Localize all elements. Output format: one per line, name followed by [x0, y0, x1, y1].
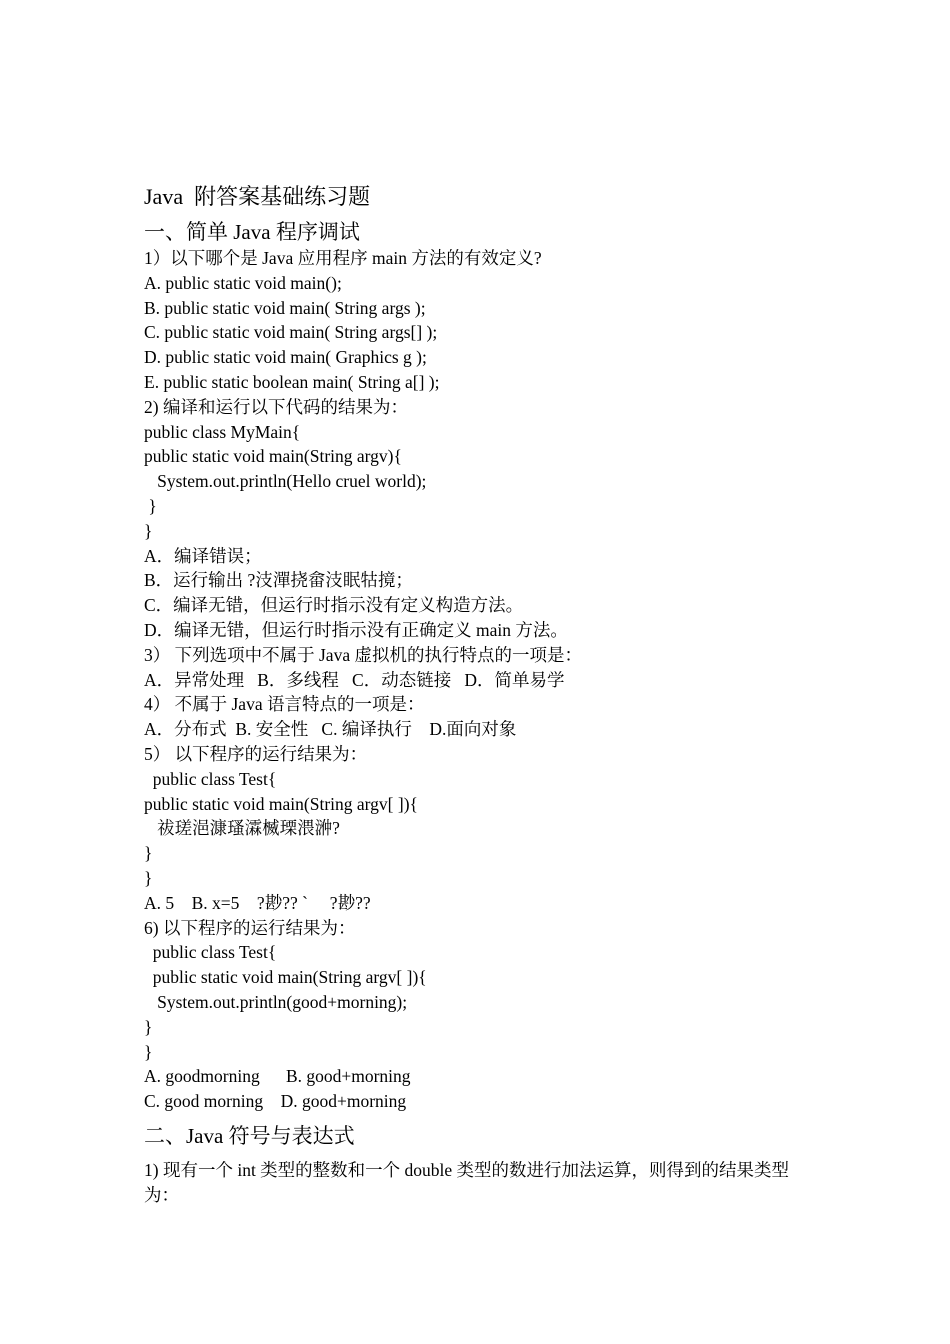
document-content [144, 180, 804, 1207]
text-line: A. 5 B. x=5 ?尠?? ` ?尠?? [144, 892, 371, 913]
text-line: A．异常处理 B．多线程 C．动态链接 D．简单易学 [144, 669, 565, 690]
text-line: System.out.println(Hello cruel world); [144, 471, 427, 492]
text-line: public static void main(String argv[ ]){ [144, 967, 427, 988]
section-2-paragraph: 1) 现有一个 int 类型的整数和一个 double 类型的数进行加法运算，则得到的结果类型为： [144, 1159, 790, 1205]
text-line: 3） 下列选项中不属于 Java 虚拟机的执行特点的一项是： [144, 644, 582, 665]
text-line: } [144, 843, 153, 864]
text-line: C. good morning D. good+morning [144, 1091, 407, 1112]
text-line: } [144, 495, 157, 516]
text-line: 祓瑳浥漮瑵瀮楲瑮渨㴢? [144, 818, 340, 839]
text-line: A．分布式 B. 安全性 C. 编译执行 D.面向对象 [144, 719, 517, 740]
text-line: D．编译无错，但运行时指示没有正确定义 main 方法。 [144, 619, 568, 640]
text-line: C. public static void main( String args[] ); [144, 322, 438, 343]
text-line: } [144, 1041, 153, 1062]
text-line: B．运行输出 ?汥潬挠畲汥眠牯摬； [144, 570, 413, 591]
text-line: 2) 编译和运行以下代码的结果为： [144, 396, 408, 417]
text-line: C．编译无错，但运行时指示没有定义构造方法。 [144, 595, 524, 616]
text-line: 5） 以下程序的运行结果为： [144, 743, 368, 764]
text-line: } [144, 1016, 153, 1037]
document-title: Java 附答案基础练习题 [144, 184, 371, 209]
text-line: } [144, 867, 153, 888]
text-line: 4） 不属于 Java 语言特点的一项是： [144, 694, 425, 715]
text-line: public static void main(String argv[ ]){ [144, 793, 418, 814]
section-1-body [144, 246, 804, 1114]
text-line: B. public static void main( String args ); [144, 297, 426, 318]
text-line: A. goodmorning B. good+morning [144, 1066, 411, 1087]
section-heading-1: 一、简单 Java 程序调试 [144, 220, 360, 244]
text-line: public class Test{ [144, 942, 277, 963]
text-line: A．编译错误； [144, 545, 262, 566]
text-line: public class Test{ [144, 768, 277, 789]
section-heading-2: 二、Java 符号与表达式 [144, 1123, 355, 1148]
text-line: public static void main(String argv){ [144, 446, 402, 467]
text-line: System.out.println(good+morning); [144, 991, 408, 1012]
text-line: public class MyMain{ [144, 421, 301, 442]
text-line: A. public static void main(); [144, 272, 342, 293]
text-line: 1）以下哪个是 Java 应用程序 main 方法的有效定义? [144, 248, 542, 268]
text-line: 6) 以下程序的运行结果为： [144, 917, 356, 938]
text-line: D. public static void main( Graphics g ); [144, 347, 427, 368]
text-line: E. public static boolean main( String a[] ); [144, 371, 440, 392]
text-line: } [144, 520, 153, 541]
